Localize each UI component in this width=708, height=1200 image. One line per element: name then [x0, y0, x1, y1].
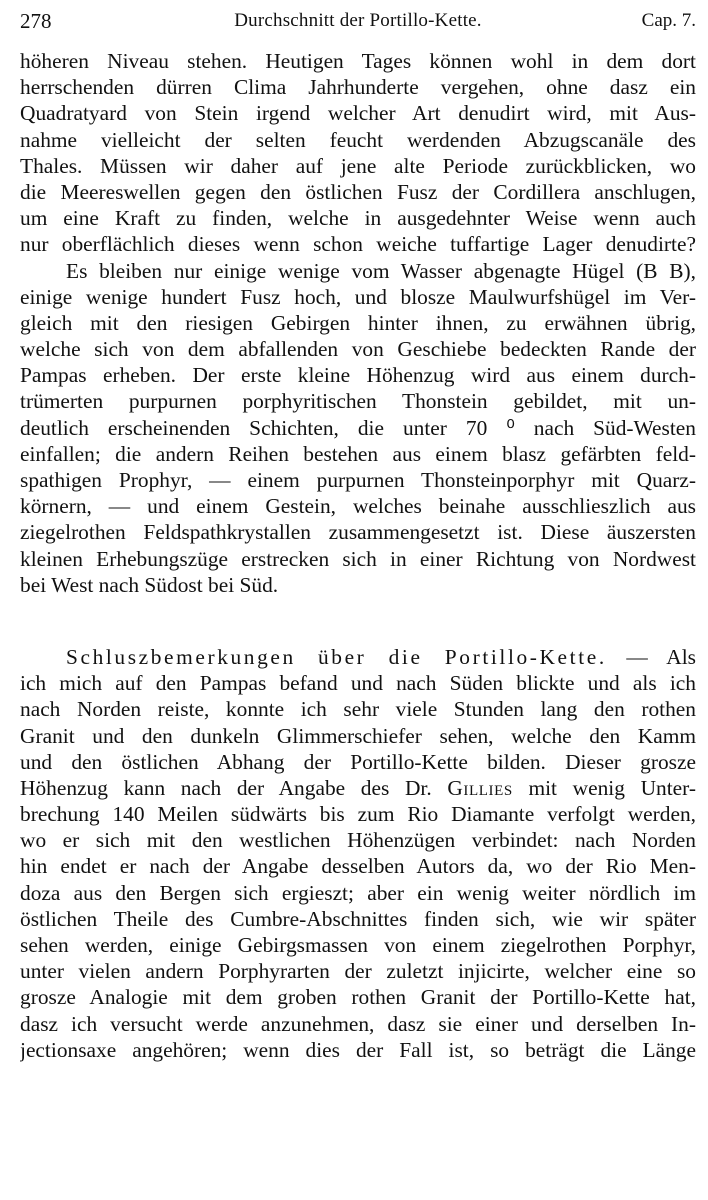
- text-line: doza aus den Bergen sich ergieszt; aber ein wenig weiter nördlich im: [20, 880, 696, 905]
- text-line: gleich mit den riesigen Gebirgen hinter ihnen, zu erwähnen übrig,: [20, 310, 696, 335]
- text-line: welche sich von dem abfallenden von Geschiebe bedeckten Rande der: [20, 337, 696, 362]
- text-line: brechung 140 Meilen südwärts bis zum Rio Diamante verfolgt werden,: [20, 802, 696, 827]
- text-line: Pampas erheben. Der erste kleine Höhenzug wird aus einem durch-: [20, 363, 696, 388]
- text-line: dasz ich versucht werde anzunehmen, dasz sie einer und derselben In-: [20, 1011, 696, 1036]
- running-title: Durchschnitt der Portillo-Kette.: [234, 10, 482, 31]
- text-fragment: mit wenig Unter-: [528, 775, 696, 800]
- paragraph-3: [20, 644, 696, 1063]
- section-gap: [20, 598, 696, 644]
- text-line: trümerten purpurnen porphyritischen Thonstein gebildet, mit un-: [20, 389, 696, 414]
- text-line: nahme vielleicht der selten feucht werdenden Abzugscanäle des: [20, 127, 696, 152]
- text-line-with-name: [20, 775, 696, 801]
- section-heading: Schluszbemerkungen über die Portillo-Kette.: [66, 644, 607, 669]
- chapter-label: Cap. 7.: [641, 10, 696, 31]
- text-line: deutlich erscheinenden Schichten, die unter 70 ⁰ nach Süd-Westen: [20, 415, 696, 440]
- text-line: wo er sich mit den westlichen Höhenzügen verbindet: nach Norden: [20, 828, 696, 853]
- text-line: die Meereswellen gegen den östlichen Fusz der Cordillera anschlugen,: [20, 179, 696, 204]
- text-line: einige wenige hundert Fusz hoch, und blosze Maulwurfshügel im Ver-: [20, 284, 696, 309]
- text-line: nach Norden reiste, konnte ich sehr viele Stunden lang den rothen: [20, 697, 696, 722]
- text-line: um eine Kraft zu finden, welche in ausgedehnter Weise wenn auch: [20, 206, 696, 231]
- text-line: jectionsaxe angehören; wenn dies der Fall ist, so beträgt die Länge: [20, 1037, 696, 1062]
- text-line: Granit und den dunkeln Glimmerschiefer sehen, welche den Kamm: [20, 723, 696, 748]
- running-header: [20, 6, 696, 36]
- text-fragment: — Als: [626, 644, 696, 669]
- text-line: unter vielen andern Porphyrarten der zuletzt injicirte, welcher eine so: [20, 959, 696, 984]
- text-line: ziegelrothen Feldspathkrystallen zusammengesetzt ist. Diese äuszersten: [20, 520, 696, 545]
- page-number: 278: [20, 9, 52, 33]
- text-line: höheren Niveau stehen. Heutigen Tages können wohl in dem dort: [20, 49, 696, 73]
- text-fragment: Höhenzug kann nach der Angabe des Dr.: [20, 775, 432, 800]
- text-line: spathigen Prophyr, — einem purpurnen Thonsteinporphyr mit Quarz-: [20, 468, 696, 492]
- text-line: nur oberflächlich dieses wenn schon weiche tuffartige Lager denudirte?: [20, 232, 696, 257]
- page-body: [20, 48, 696, 1063]
- text-line: sehen werden, einige Gebirgsmassen von einem ziegelrothen Porphyr,: [20, 933, 696, 957]
- text-line: bei West nach Südost bei Süd.: [20, 572, 279, 597]
- text-line: kleinen Erhebungszüge erstrecken sich in einer Richtung von Nordwest: [20, 546, 696, 571]
- text-line: einfallen; die andern Reihen bestehen aus einem blasz gefärbten feld-: [20, 441, 696, 466]
- text-line: Quadratyard von Stein irgend welcher Art denudirt wird, mit Aus-: [20, 101, 696, 126]
- text-line: Es bleiben nur einige wenige vom Wasser abgenagte Hügel (B B),: [66, 258, 696, 283]
- text-line: hin endet er nach der Angabe desselben Autors da, wo der Rio Men-: [20, 854, 696, 879]
- paragraph-2: [20, 258, 696, 598]
- paragraph-1: [20, 48, 696, 258]
- text-line: östlichen Theile des Cumbre-Abschnittes finden sich, wie wir später: [20, 906, 696, 931]
- text-line: grosze Analogie mit dem groben rothen Granit der Portillo-Kette hat,: [20, 985, 696, 1010]
- text-line: herrschenden dürren Clima Jahrhunderte vergehen, ohne dasz ein: [20, 75, 696, 100]
- section-first-line: [20, 644, 696, 670]
- text-line: körnern, — und einem Gestein, welches beinahe ausschlieszlich aus: [20, 494, 696, 519]
- text-line: ich mich auf den Pampas befand und nach Süden blickte und als ich: [20, 671, 696, 696]
- text-line: und den östlichen Abhang der Portillo-Kette bilden. Dieser grosze: [20, 749, 696, 774]
- text-line: Thales. Müssen wir daher auf jene alte Periode zurückblicken, wo: [20, 153, 696, 178]
- author-name: Gillies: [447, 775, 513, 800]
